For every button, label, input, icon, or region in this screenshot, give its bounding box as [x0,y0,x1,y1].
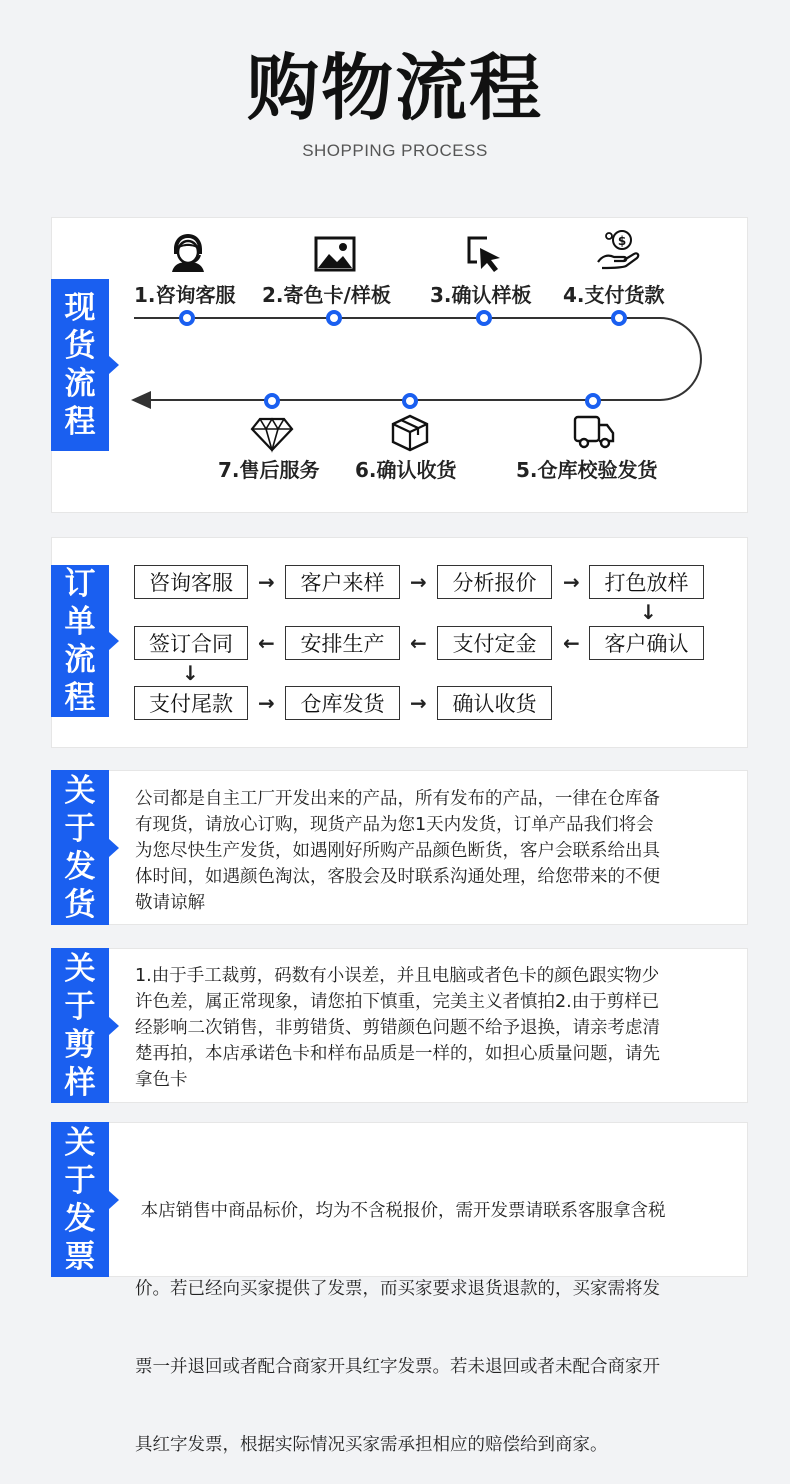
arrow-right-icon: → [258,691,275,715]
order-step-confirm: 客户确认 [589,626,704,660]
step-label-3: 3.确认样板 [430,283,532,307]
step-label-1: 1.咨询客服 [134,283,236,307]
order-step-consult: 咨询客服 [134,565,248,599]
step-label-6: 6.确认收货 [355,458,457,482]
invoice-text: 本店销售中商品标价，均为不含税报价，需开发票请联系客服拿含税 价。若已经向买家提供了发票，而买家要求退货退款的，买家需将发 票一并退回或者配合商家开具红字发票。若未退回或者未配合商家开 具红字发票，根据实际情况买家需承担相应的赔偿给到商家。 [135,1201,666,1455]
order-step-sample: 客户来样 [285,565,400,599]
customer-service-icon [168,232,208,274]
step-label-4: 4.支付货款 [563,283,665,307]
spot-flow-tag: 现 货 流 程 [51,279,109,451]
invoice-tag: 关 于 发 票 [51,1122,109,1277]
shipping-text: 公司都是自主工厂开发出来的产品，所有发布的产品，一律在仓库备 有现货，请放心订购，现货产品为您1天内发货，订单产品我们将会 为您尽快生产发货，如遇刚好所购产品颜色断货，客户会联系给出具 体时间，如遇颜色淘汰，客股会及时联系沟通处理，给您带来的不便 敬请谅解 [135,789,660,913]
arrow-right-icon: → [410,691,427,715]
arrow-left-icon: ← [258,631,275,655]
arrow-right-icon: → [410,570,427,594]
shipping-tag: 关 于 发 货 [51,770,109,925]
step-label-7: 7.售后服务 [218,458,320,482]
diamond-icon [250,416,294,452]
payment-hand-icon [596,228,642,272]
arrow-left-icon: ← [563,631,580,655]
svg-text:$: $ [617,234,627,248]
image-icon [314,236,356,272]
order-step-deposit: 支付定金 [437,626,552,660]
order-step-final-payment: 支付尾款 [134,686,248,720]
order-step-contract: 签订合同 [134,626,248,660]
cursor-select-icon [465,234,505,274]
order-step-ship: 仓库发货 [285,686,400,720]
order-step-color-sample: 打色放样 [589,565,704,599]
arrow-right-icon: → [563,570,580,594]
step-label-5: 5.仓库校验发货 [516,458,658,482]
arrow-down-icon: ↓ [182,661,199,685]
page-title: 购物流程 [246,46,543,130]
cutting-tag: 关 于 剪 样 [51,948,109,1103]
order-flow-tag: 订 单 流 程 [51,565,109,717]
arrow-left-icon: ← [410,631,427,655]
arrow-down-icon: ↓ [640,600,657,624]
arrow-right-icon: → [258,570,275,594]
order-step-production: 安排生产 [285,626,400,660]
order-step-quote: 分析报价 [437,565,552,599]
order-step-receive: 确认收货 [437,686,552,720]
step-label-2: 2.寄色卡/样板 [262,283,391,307]
delivery-truck-icon [572,413,616,451]
cutting-text: 1.由于手工裁剪，码数有小误差，并且电脑或者色卡的颜色跟实物少 许色差，属正常现象，请您拍下慎重，完美主义者慎拍2.由于剪样已 经影响二次销售，非剪错货、剪错颜色问题不给予退换，请亲考虑清 楚再拍，本店承诺色卡和样布品质是一样的，如担心质量问题，请先 拿色卡 [135,966,660,1090]
page-subtitle: SHOPPING PROCESS [302,141,488,160]
package-box-icon [390,413,430,453]
